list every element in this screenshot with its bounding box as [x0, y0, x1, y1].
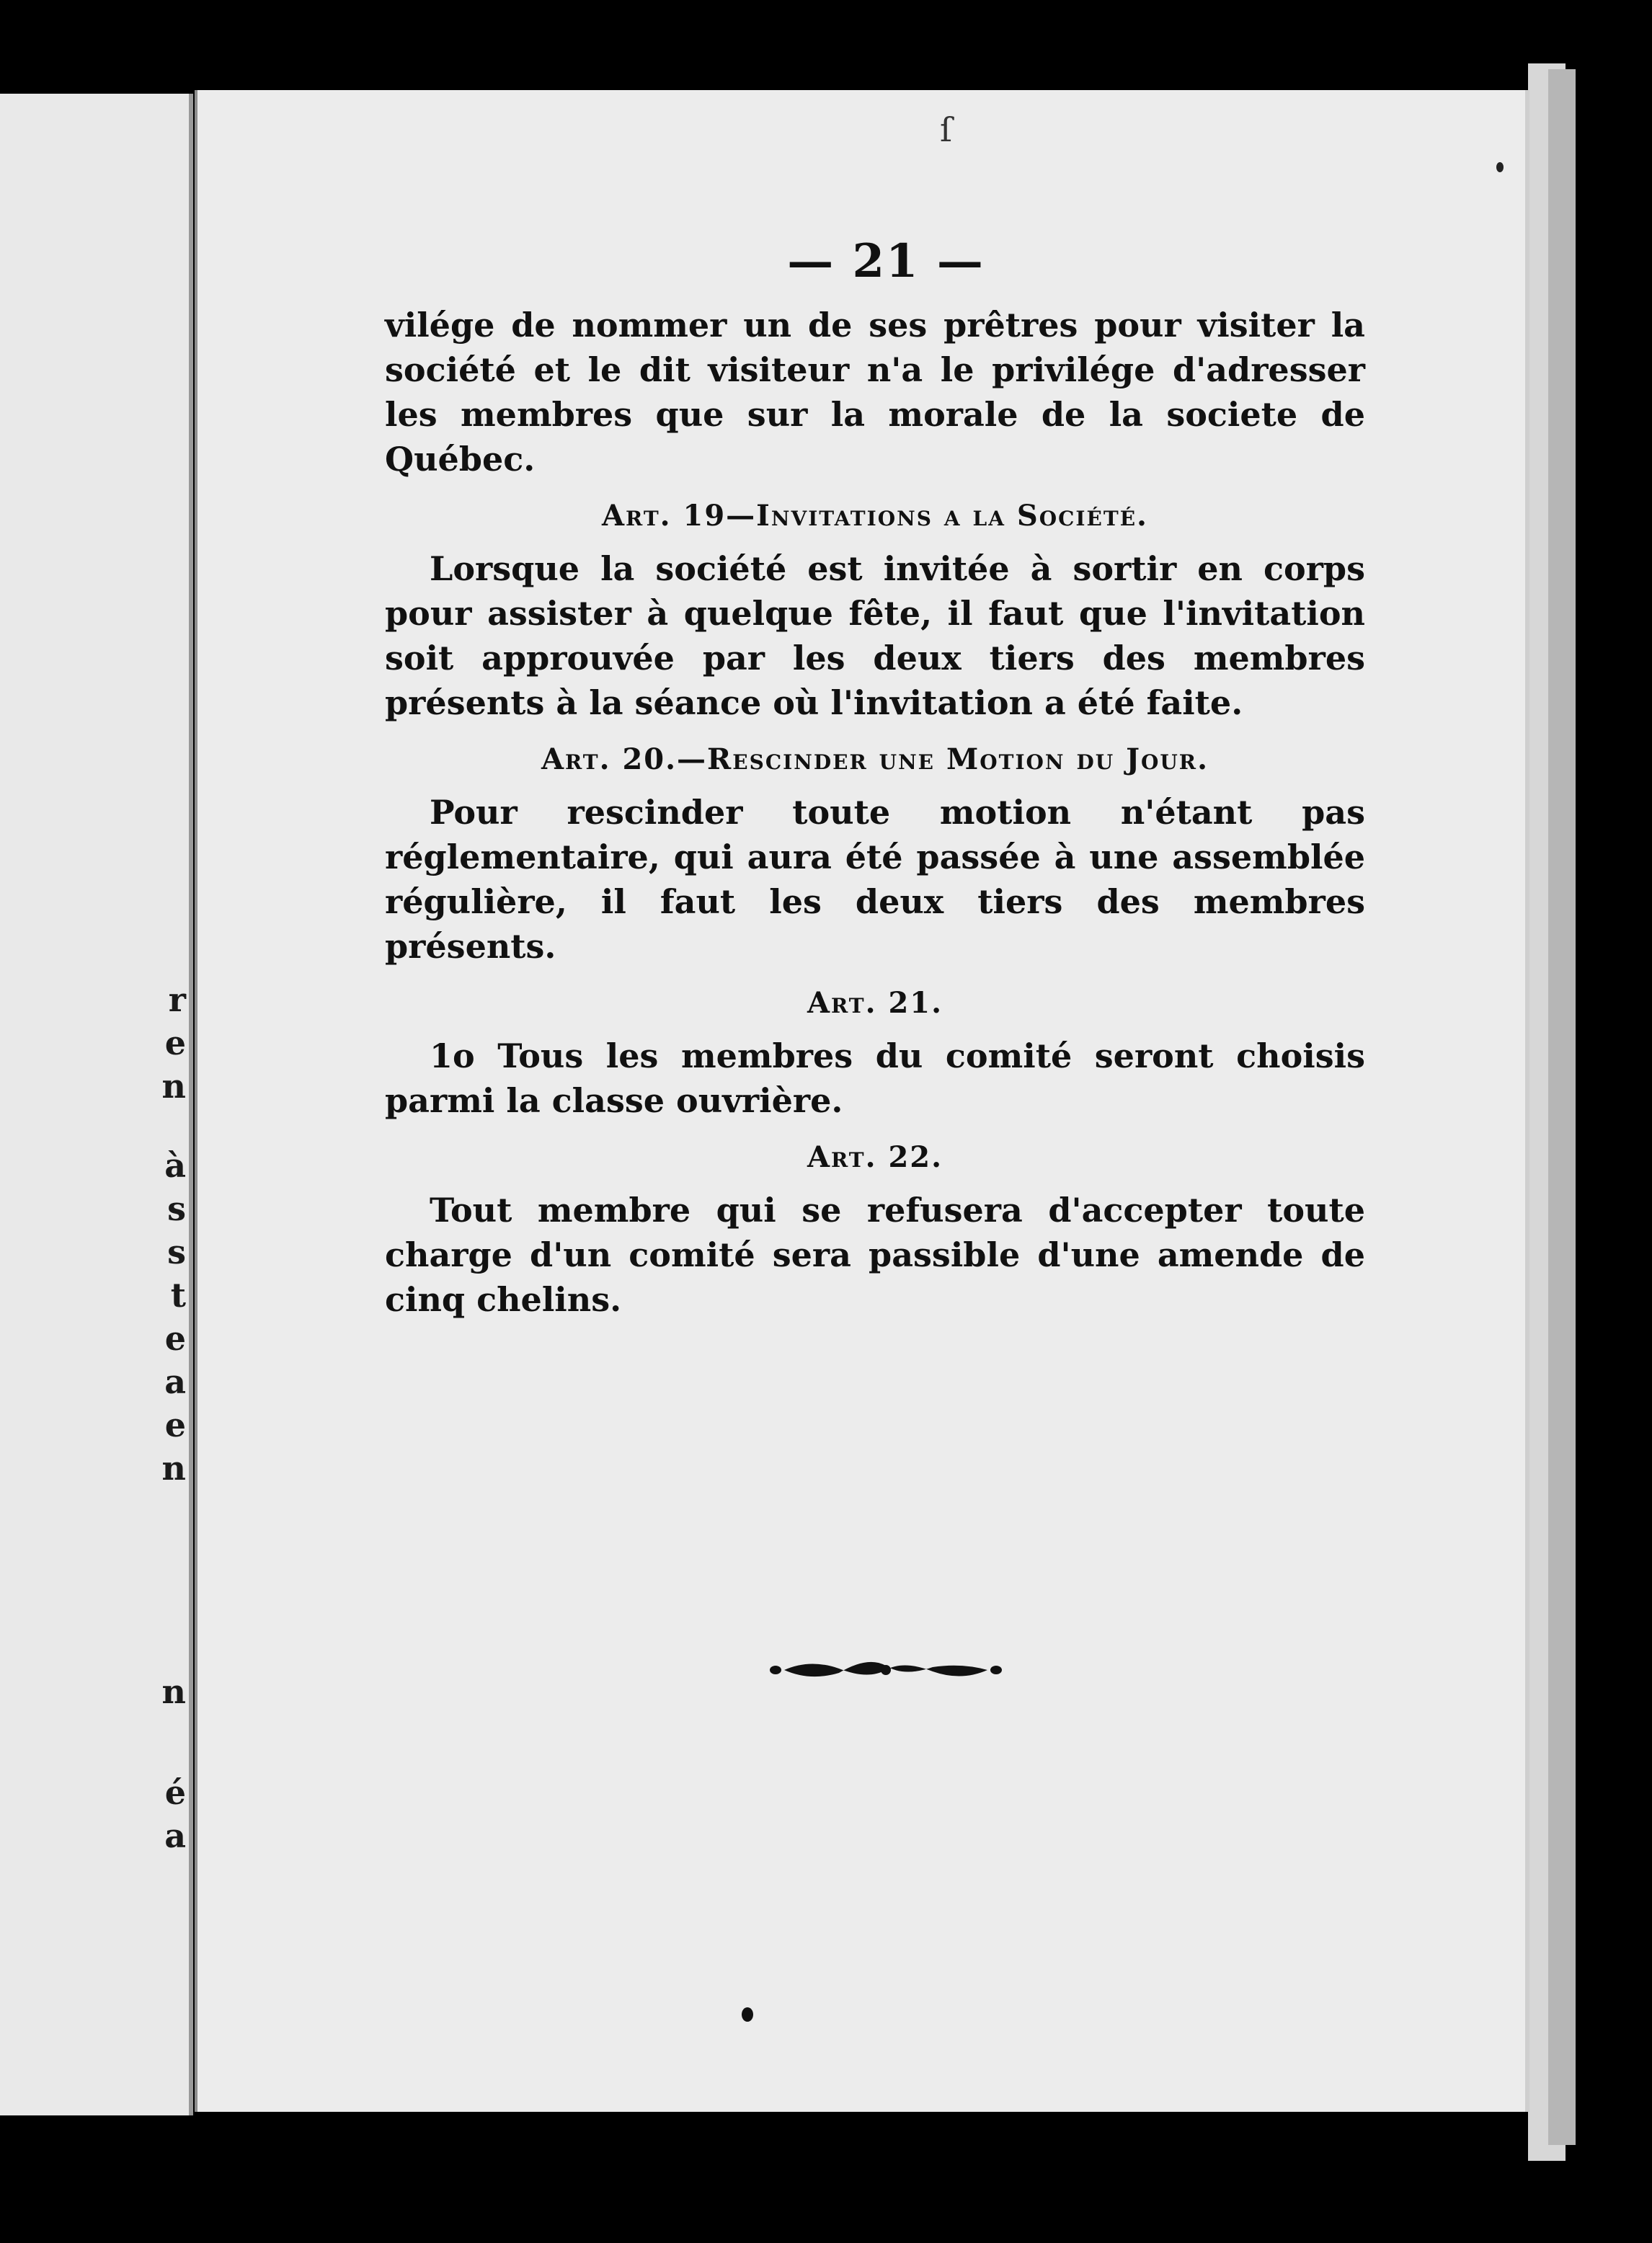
page-content: [385, 234, 1365, 1322]
article-20-text: Pour rescinder toute motion n'étant pas réglementaire, qui aura été passée à une assemblée régulière, il faut les deux tiers des membres présents.: [385, 793, 1365, 966]
left-fragment: n: [161, 1067, 186, 1106]
left-fragment: t: [170, 1276, 186, 1315]
left-adjacent-page: [0, 94, 193, 2115]
article-20-heading: Art. 20.—Rescinder une Motion du Jour.: [541, 742, 1209, 776]
left-fragment: n: [161, 1449, 186, 1488]
opening-paragraph: vilége de nommer un de ses prêtres pour visiter la société et le dit visiteur n'a le privilége d'adresser les membres que sur la morale de la societe de Québec.: [385, 306, 1365, 479]
left-page-fragments: [0, 94, 189, 2115]
left-fragment: a: [164, 1362, 186, 1401]
article-21-heading: Art. 21.: [807, 986, 943, 1020]
article-22-text: Tout membre qui se refusera d'accepter toute charge d'un comité sera passible d'une amende de cinq chelins.: [385, 1191, 1365, 1319]
stray-mark-glyph: ſ: [940, 110, 953, 149]
right-page-edge-shadow: [1548, 69, 1576, 2145]
ornament-icon: [767, 1656, 1005, 1684]
article-19-heading: Art. 19—Invitations a la Société.: [602, 499, 1148, 533]
main-page: [195, 90, 1525, 2112]
left-fragment: e: [164, 1405, 186, 1444]
left-fragment: e: [164, 1023, 186, 1062]
article-22-heading: Art. 22.: [807, 1140, 943, 1174]
ink-speck: [1496, 162, 1504, 172]
left-fragment: r: [168, 980, 186, 1019]
left-fragment: s: [167, 1189, 186, 1228]
article-21-text: 1o Tous les membres du comité seront choisis parmi la classe ouvrière.: [385, 1036, 1365, 1120]
left-fragment: à: [164, 1146, 186, 1185]
page-number: — 21 —: [787, 234, 985, 288]
left-fragment: s: [167, 1232, 186, 1271]
left-fragment: é: [164, 1773, 186, 1812]
ink-dot: [742, 2007, 753, 2022]
article-19-text: Lorsque la société est invitée à sortir en corps pour assister à quelque fête, il faut que l'invitation soit approuvée par les deux tiers des membres présents à la séance où l'invitation a été faite.: [385, 549, 1365, 722]
left-fragment: e: [164, 1319, 186, 1358]
left-fragment: a: [164, 1816, 186, 1855]
left-fragment: n: [161, 1672, 186, 1711]
